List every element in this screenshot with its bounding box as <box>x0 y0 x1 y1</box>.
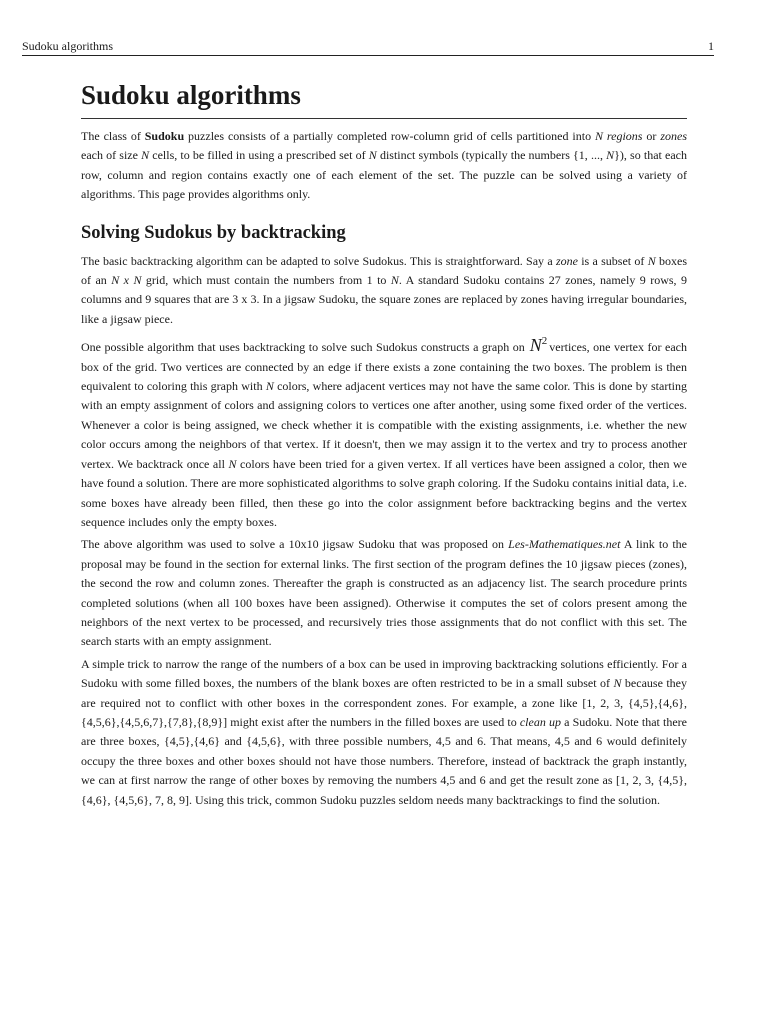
intro-paragraph: The class of Sudoku puzzles consists of a partially completed row-column grid of cells partitioned into N regions or zones each of size N cells, to be filled in using a prescribed set of N distinct symbols (typically the numbers {1, ..., N}), so that each row, column and region contains exactly one of each element of the set. The puzzle can be solved using a variety of algorithms. This page provides algorithms only. <box>81 129 687 202</box>
page-number: 1 <box>708 39 714 53</box>
math-n-squared: $N^2$ <box>529 335 548 356</box>
les-mathematiques-reference: Les-Mathematiques.net <box>508 537 621 552</box>
paragraph-graph-coloring: One possible algorithm that uses backtracking to solve such Sudokus constructs a graph on $N^2$ vertices, one vertex for each box of the grid. Two vertices are connected by an edge if there exists a zone containing the two boxes. The problem is then equivalent to coloring this graph with N colors, where adjacent vertices may not have the same color. This is done by starting with an empty assignment of colors and assigning colors to vertices one after another, using some fixed order of the vertices. Whenever a color is being assigned, we check whether it is compatible with the existing assignments, i.e. whether the new color occurs among the neighbors of that vertex. If it doesn't, then we may assign it to the vertex and try to process another vertex. We backtrack once all N colors have been tried for a given vertex. If all vertices have been assigned a color, then we have found a solution. There are more sophisticated algorithms to solve graph coloring. If the Sudoku contains initial data, i.e. some boxes have already been filled, then these go into the color assignment before backtracking begins and the vertex sequence includes only the empty boxes. <box>81 335 687 529</box>
running-header-title: Sudoku algorithms <box>22 39 114 53</box>
section-heading-backtracking: Solving Sudokus by backtracking <box>81 222 346 243</box>
paragraph-narrow-range: A simple trick to narrow the range of the numbers of a box can be used in improving backtracking solutions efficiently. For a Sudoku with some filled boxes, the numbers of the blank boxes are often restricted to be in a small subset of N because they are required not to conflict with other boxes in the correspondent zones. For example, a zone like [1, 2, 3, {4,5},{4,6},{4,5,6},{4,5,6,7},{7,8},{8,9}] might exist after the numbers in the filled boxes are used to clean up a Sudoku. Note that there are three boxes, {4,5},{4,6} and {4,5,6}, with three possible numbers, 4,5 and 6. That means, 4,5 and 6 would definitely occupy the three boxes and other boxes should not have those numbers. Therefore, instead of backtrack the graph instantly, we can at first narrow the range of other boxes by removing the numbers 4,5 and 6 and get the result zone as [1, 2, 3, {4,5}, {4,6}, {4,5,6}, 7, 8, 9]. Using this trick, common Sudoku puzzles seldom needs many backtrackings to find the solution. <box>81 656 687 807</box>
sudoku-term: Sudoku <box>144 129 185 143</box>
paragraph-jigsaw: The above algorithm was used to solve a 10x10 jigsaw Sudoku that was proposed on Les-Mathematiques.net A link to the proposal may be found in the section for external links. The first section of the program defines the 10 jigsaw pieces (zones), the second the row and column zones. Thereafter the graph is constructed as an adjacency list. The search procedure prints completed solutions (when all 100 boxes have been assigned). Otherwise it computes the set of colors present among the neighbors of the next vertex to be processed, and recursively tries those assignments that do not conflict with this set. The search starts with an empty assignment. <box>81 537 687 649</box>
article-body <box>81 76 687 813</box>
running-header <box>22 39 714 56</box>
page-title: Sudoku algorithms <box>81 76 687 119</box>
paragraph-zones: The basic backtracking algorithm can be adapted to solve Sudokus. This is straightforward. Say a zone is a subset of N boxes of an N x N grid, which must contain the numbers from 1 to N. A standard Sudoku contains 27 zones, namely 9 rows, 9 columns and 9 squares that are 3 x 3. In a jigsaw Sudoku, the square zones are replaced by zones having irregular boundaries, like a jigsaw piece. <box>81 253 688 326</box>
